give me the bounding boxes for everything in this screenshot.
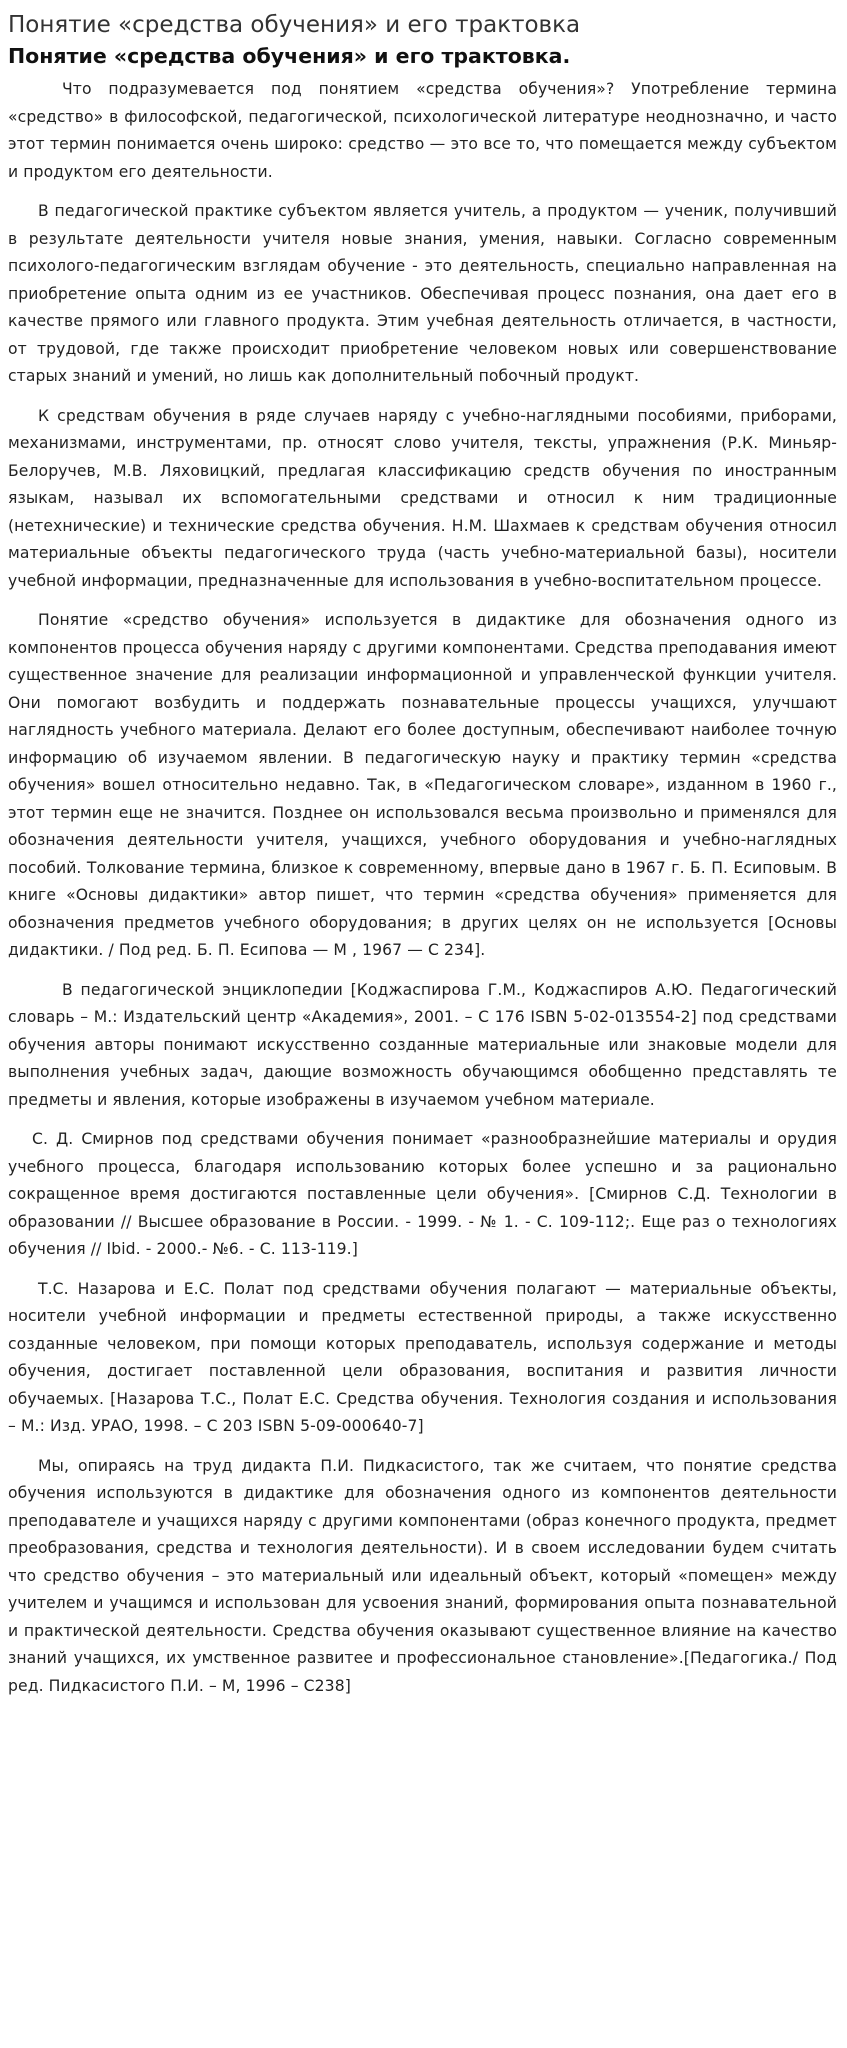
paragraph-3: К средствам обучения в ряде случаев наряду с учебно-наглядными пособиями, приборами, механизмами, инструментами, пр. относят слово учителя, тексты, упражнения (Р.К. Миньяр-Белоручев, М.В. Ляховицкий, предлагая классификацию средств обучения по иностранным языкам, называл их вспомогательными средствами и относил к ним традиционные (нетехнические) и технические средства обучения. Н.М. Шахмаев к средствам обучения относил материальные объекты педагогического труда (часть учебно-материальной базы), носители учебной информации, предназначенные для использования в учебно-воспитательном процессе.: [8, 406, 837, 590]
paragraph-7: Т.С. Назарова и Е.С. Полат под средствами обучения полагают — материальные объекты, носители учебной информации и предметы естественной природы, а также искусственно созданные человеком, при помощи которых преподаватель, используя содержание и методы обучения, достигает поставленной цели образования, воспитания и развития личности обучаемых. [Назарова Т.С., Полат Е.С. Средства обучения. Технология создания и использования – М.: Изд. УРАО, 1998. – С 203 ISBN 5-09-000640-7]: [8, 1279, 837, 1435]
paragraph-1: Что подразумевается под понятием «средства обучения»? Употребление термина «средство» в философской, педагогической, психологической литературе неоднозначно, и часто этот термин понимается очень широко: средство — это все то, что помещается между субъектом и продуктом его деятельности.: [8, 80, 837, 181]
paragraph-5: В педагогической энциклопедии [Коджаспирова Г.М., Коджаспиров А.Ю. Педагогический словарь – М.: Издательский центр «Академия», 2001. – С 176 ISBN 5-02-013554-2] под средствами обучения авторы понимают искусственно созданные материальные или знаковые модели для выполнения учебных задач, дающие возможность обучающимся обобщенно представлять те предметы и явления, которые изображены в изучаемом учебном материале.: [8, 980, 837, 1109]
paragraph-2: В педагогической практике субъектом является учитель, а продуктом — ученик, получивший в результате деятельности учителя новые знания, умения, навыки. Согласно современным психолого-педагогическим взглядам обучение - это деятельность, специально направленная на приобретение опыта одним из ее участников. Обеспечивая процесс познания, она дает его в качестве прямого или главного продукта. Этим учебная деятельность отличается, в частности, от трудовой, где также происходит приобретение человеком новых или совершенствование старых знаний и умений, но лишь как дополнительный побочный продукт.: [8, 202, 837, 385]
paragraph-8: Мы, опираясь на труд дидакта П.И. Пидкасистого, так же считаем, что понятие средства обучения используются в дидактике для обозначения одного из компонентов деятельности преподавателе и учащихся наряду с другими компонентами (образ конечного продукта, предмет преобразования, средства и технология деятельности). И в своем исследовании будем считать что средство обучения – это материальный или идеальный объект, который «помещен» между учителем и учащимся и использован для усвоения знаний, формирования опыта познавательной и практической деятельности. Средства обучения оказывают существенное влияние на качество знаний учащихся, их умственное развитее и профессиональное становление».[Педагогика./ Под ред. Пидкасистого П.И. – М, 1996 – С238]: [8, 1456, 837, 1695]
article-heading: Понятие «средства обучения» и его трактовка.: [8, 44, 571, 68]
page-title: Понятие «средства обучения» и его трактовка: [8, 12, 581, 38]
article-body: [8, 76, 837, 1700]
paragraph-4: Понятие «средство обучения» используется в дидактике для обозначения одного из компонентов процесса обучения наряду с другими компонентами. Средства преподавания имеют существенное значение для реализации информационной и управленческой функции учителя. Они помогают возбудить и поддержать познавательные процессы учащихся, улучшают наглядность учебного материала. Делают его более доступным, обеспечивают наиболее точную информацию об изучаемом явлении. В педагогическую науку и практику термин «средства обучения» вошел относительно недавно. Так, в «Педагогическом словаре», изданном в 1960 г., этот термин еще не значится. Позднее он использовался весьма произвольно и применялся для обозначения деятельности учителя, учащихся, учебного оборудования и учебно-наглядных пособий. Толкование термина, близкое к современному, впервые дано в 1967 г. Б. П. Есиповым. В книге «Основы дидактики» автор пишет, что термин «средства обучения» применяется для обозначения предметов учебного оборудования; в других целях он не используется [Основы дидактики. / Под ред. Б. П. Есипова — М , 1967 — С 234].: [8, 611, 837, 959]
paragraph-6: С. Д. Смирнов под средствами обучения понимает «разнообразнейшие материалы и орудия учебного процесса, благодаря использованию которых более успешно и за рационально сокращенное время достигаются поставленные цели обучения». [Смирнов С.Д. Технологии в образовании // Высшее образование в России. - 1999. - № 1. - С. 109-112;. Еще раз о технологиях обучения // Ibid. - 2000.- №6. - С. 113-119.]: [8, 1130, 837, 1258]
